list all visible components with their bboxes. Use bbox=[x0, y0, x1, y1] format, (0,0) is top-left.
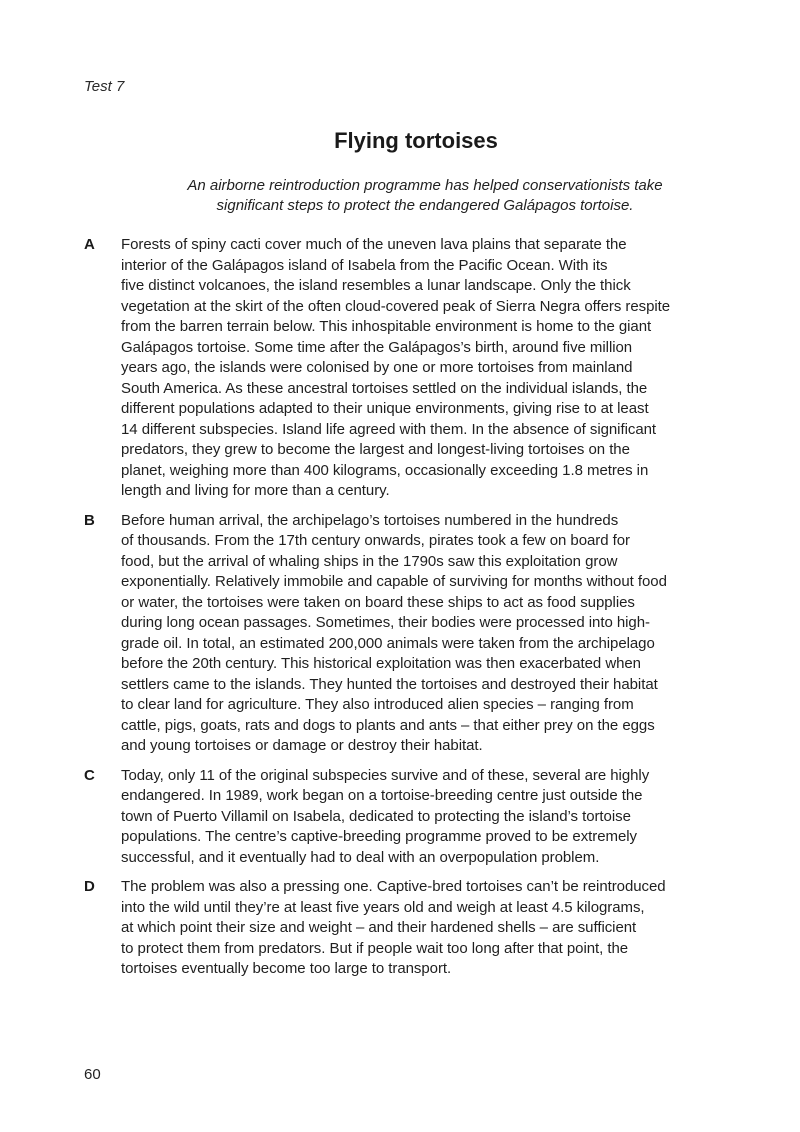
paragraph-line: five distinct volcanoes, the island resembles a lunar landscape. Only the thick bbox=[121, 277, 631, 294]
paragraph-line: town of Puerto Villamil on Isabela, dedicated to protecting the island’s tortoise bbox=[121, 807, 631, 825]
section-paragraph bbox=[121, 235, 754, 502]
section-letter: B bbox=[84, 511, 95, 529]
paragraph-line: Today, only 11 of the original subspecies survive and of these, several are highly bbox=[121, 766, 650, 784]
article-title: Flying tortoises bbox=[334, 128, 498, 153]
section-letter: A bbox=[84, 236, 95, 253]
running-head: Test 7 bbox=[84, 78, 125, 95]
paragraph-line: successful, and it eventually had to deal with an overpopulation problem. bbox=[121, 848, 600, 866]
paragraph-line: predators, they grew to become the largest and longest-living tortoises on the bbox=[121, 441, 630, 458]
paragraph-line: years ago, the islands were colonised by one or more tortoises from mainland bbox=[121, 359, 633, 376]
paragraph-line: to protect them from predators. But if people wait too long after that point, the bbox=[121, 939, 629, 957]
section-paragraph bbox=[121, 511, 754, 757]
paragraph-line: and young tortoises or damage or destroy their habitat. bbox=[121, 737, 483, 754]
article-subtitle bbox=[130, 176, 720, 216]
section-paragraph bbox=[121, 766, 754, 869]
paragraph-line: into the wild until they’re at least five years old and weigh at least 4.5 kilograms, bbox=[121, 898, 645, 916]
paragraph-line: to clear land for agriculture. They also introduced alien species – ranging from bbox=[121, 696, 634, 713]
paragraph-line: cattle, pigs, goats, rats and dogs to plants and ants – that either prey on the eggs bbox=[121, 716, 655, 734]
paragraph-line: before the 20th century. This historical exploitation was then exacerbated when bbox=[121, 655, 641, 672]
paragraph-line: settlers came to the islands. They hunted the tortoises and destroyed their habitat bbox=[121, 675, 658, 693]
section-d bbox=[84, 877, 754, 980]
paragraph-line: from the barren terrain below. This inhospitable environment is home to the giant bbox=[121, 318, 652, 335]
paragraph-line: different populations adapted to their unique environments, giving rise to at least bbox=[121, 400, 649, 417]
paragraph-line: during long ocean passages. Sometimes, their bodies were processed into high- bbox=[121, 614, 650, 631]
paragraph-line: 14 different subspecies. Island life agreed with them. In the absence of significant bbox=[121, 420, 657, 438]
paragraph-line: grade oil. In total, an estimated 200,000 animals were taken from the archipelago bbox=[121, 634, 655, 652]
section-a bbox=[84, 235, 754, 502]
section-b bbox=[84, 511, 754, 757]
page-number: 60 bbox=[84, 1066, 101, 1083]
subtitle-line: An airborne reintroduction programme has helped conservationists take bbox=[187, 177, 663, 194]
paragraph-line: at which point their size and weight – and their hardened shells – are sufficient bbox=[121, 919, 637, 936]
paragraph-line: of thousands. From the 17th century onwards, pirates took a few on board for bbox=[121, 532, 630, 549]
subtitle-line: significant steps to protect the endangered Galápagos tortoise. bbox=[216, 197, 634, 214]
paragraph-line: tortoises eventually become too large to transport. bbox=[121, 960, 452, 977]
paragraph-line: Galápagos tortoise. Some time after the Galápagos’s birth, around five million bbox=[121, 338, 633, 356]
paragraph-line: food, but the arrival of whaling ships in the 1790s saw this exploitation grow bbox=[121, 552, 618, 570]
section-letter: D bbox=[84, 878, 95, 895]
paragraph-line: length and living for more than a century. bbox=[121, 482, 390, 499]
section-c bbox=[84, 766, 754, 869]
article-sections bbox=[84, 235, 754, 989]
paragraph-line: vegetation at the skirt of the often cloud-covered peak of Sierra Negra offers respite bbox=[121, 297, 671, 315]
paragraph-line: Before human arrival, the archipelago’s tortoises numbered in the hundreds bbox=[121, 511, 619, 529]
paragraph-line: interior of the Galápagos island of Isabela from the Pacific Ocean. With its bbox=[121, 256, 608, 274]
section-paragraph bbox=[121, 877, 754, 980]
paragraph-line: Forests of spiny cacti cover much of the uneven lava plains that separate the bbox=[121, 236, 627, 253]
paragraph-line: or water, the tortoises were taken on board these ships to act as food supplies bbox=[121, 593, 635, 611]
paragraph-line: planet, weighing more than 400 kilograms, occasionally exceeding 1.8 metres in bbox=[121, 461, 649, 479]
paragraph-line: South America. As these ancestral tortoises settled on the individual islands, the bbox=[121, 379, 648, 397]
paragraph-line: exponentially. Relatively immobile and capable of surviving for months without food bbox=[121, 573, 667, 590]
paragraph-line: populations. The centre’s captive-breeding programme proved to be extremely bbox=[121, 828, 637, 845]
paragraph-line: endangered. In 1989, work began on a tortoise-breeding centre just outside the bbox=[121, 787, 643, 804]
paragraph-line: The problem was also a pressing one. Captive-bred tortoises can’t be reintroduced bbox=[121, 878, 666, 895]
section-letter: C bbox=[84, 766, 95, 784]
